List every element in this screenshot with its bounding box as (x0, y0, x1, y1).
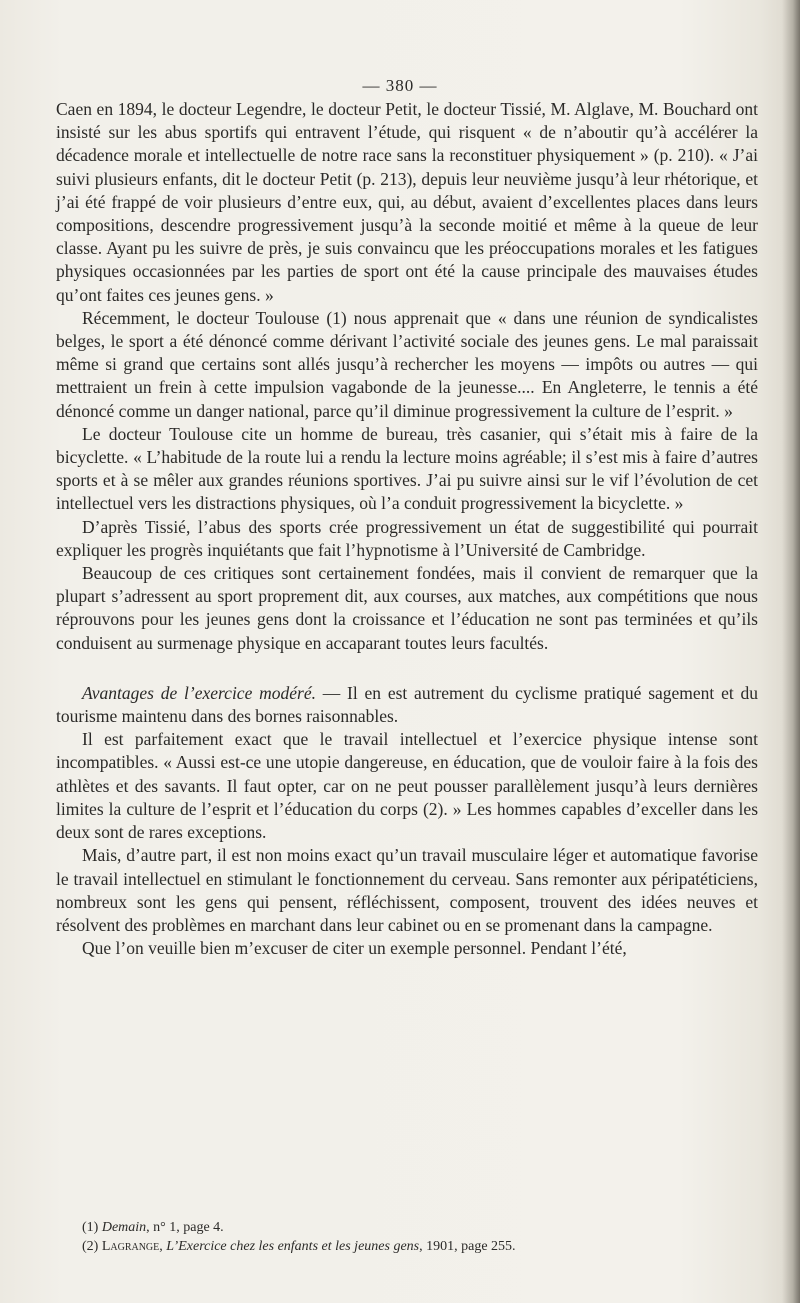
paragraph: Le docteur Toulouse cite un homme de bureau, très casanier, qui s’était mis à faire de la bicyclette. « L’habitude de la route lui a rendu la lecture moins agréable; il s’est mis à faire d’autres sports et à se mêler aux grandes réunions sportives. J’ai pu suivre ainsi sur le vif l’évolution de cet intellectuel vers les distractions physiques, où l’a conduit progressivement la bicyclette. » (56, 423, 758, 514)
footnote-author: Lagrange (101, 1239, 160, 1254)
footnote (82, 1218, 742, 1237)
paragraph: Caen en 1894, le docteur Legendre, le docteur Petit, le docteur Tissié, M. Alglave, M. Bouchard ont insisté sur les abus sportifs qui entravent l’étude, qui risquent « de n’aboutir qu’à accélérer la décadence morale et intellectuelle de notre race sans la reconstituer physiquement » (p. 210). « J’ai suivi plusieurs enfants, dit le docteur Petit (p. 213), depuis leur neuvième jusqu’à leur rhétorique, et j’ai été frappé de voir plusieurs d’entre eux, qui, au début, avaient d’excellentes places dans leurs compositions, descendre progressivement jusqu’à la seconde moitié et même à la queue de leur classe. Ayant pu les suivre de près, je suis convaincu que les préoccupations morales et les fatigues physiques occasionnées par les parties de sport ont été la cause principale des mauvaises études qu’ont faites ces jeunes gens. » (56, 99, 758, 305)
paragraph: Il est parfaitement exact que le travail intellectuel et l’exercice physique intense sont incompatibles. « Aussi est-ce une utopie dangereuse, en éducation, que de vouloir faire à la fois des athlètes et des savants. Il faut opter, car on ne peut pousser parallèlement jusqu’à leurs dernières limites la culture de l’esprit et l’éducation du corps (2). » Les hommes capables d’exceller dans les deux sont de rares exceptions. (56, 729, 758, 843)
section-heading-tail: — Il en est autrement du cyclisme pratiqué sagement et du tourisme maintenu dans des bornes raisonnables. (56, 682, 758, 727)
footnote-title: L’Exercice chez les enfants et les jeunes gens (166, 1239, 420, 1254)
section-heading: Avantages de l’exercice modéré. (82, 682, 316, 703)
body-text (56, 98, 758, 960)
page-edge-shadow (782, 0, 800, 1303)
page-number: — 380 — (362, 76, 438, 95)
paragraph: Que l’on veuille bien m’excuser de citer un exemple personnel. Pendant l’été, (82, 938, 627, 959)
footnote-number: (1) (82, 1220, 102, 1235)
footnotes (82, 1218, 742, 1256)
footnote-number: (2) (82, 1239, 102, 1254)
section-paragraph (56, 682, 758, 728)
paragraph: Beaucoup de ces critiques sont certainement fondées, mais il convient de remarquer que la plupart s’adressent au sport proprement dit, aux courses, aux matches, aux compétitions que nous réprouvons pour les jeunes gens dont la croissance et l’éducation ne sont pas terminées et qu’ils conduisent au surmenage physique en accaparant toutes leurs facultés. (56, 563, 758, 653)
footnote-title: Demain (101, 1220, 147, 1235)
paragraph: D’après Tissié, l’abus des sports crée progressivement un état de suggestibilité qui pourrait expliquer les progrès inquiétants que fait l’hypnotisme à l’Université de Cambridge. (56, 516, 758, 560)
footnote: (2) Lagrange, L’Exercice chez les enfants et les jeunes gens, 1901, page 255. (82, 1239, 516, 1254)
footnote-rest: , 1901, page 255. (419, 1239, 516, 1254)
paragraph: Mais, d’autre part, il est non moins exact qu’un travail musculaire léger et automatique favorise le travail intellectuel en stimulant le fonctionnement du cerveau. Sans remonter aux péripatéticiens, nombreux sont les gens qui pensent, réfléchissent, composent, trouvent des idées neuves et résolvent des problèmes en marchant dans leur cabinet ou en se promenant dans la campagne. (56, 845, 758, 935)
footnote-rest: , n° 1, page 4. (146, 1220, 224, 1235)
paragraph: Récemment, le docteur Toulouse (1) nous apprenait que « dans une réunion de syndicalistes belges, le sport a été dénoncé comme dérivant l’activité sociale des jeunes gens. Le mal paraissait même si grand que certains sont allés jusqu’à rechercher les moyens — impôts ou autres — qui mettraient un frein à cette impulsion vagabonde de la jeunesse.... En Angleterre, le tennis a été dénoncé comme un danger national, parce qu’il diminue progressivement la culture de l’esprit. » (56, 307, 758, 421)
